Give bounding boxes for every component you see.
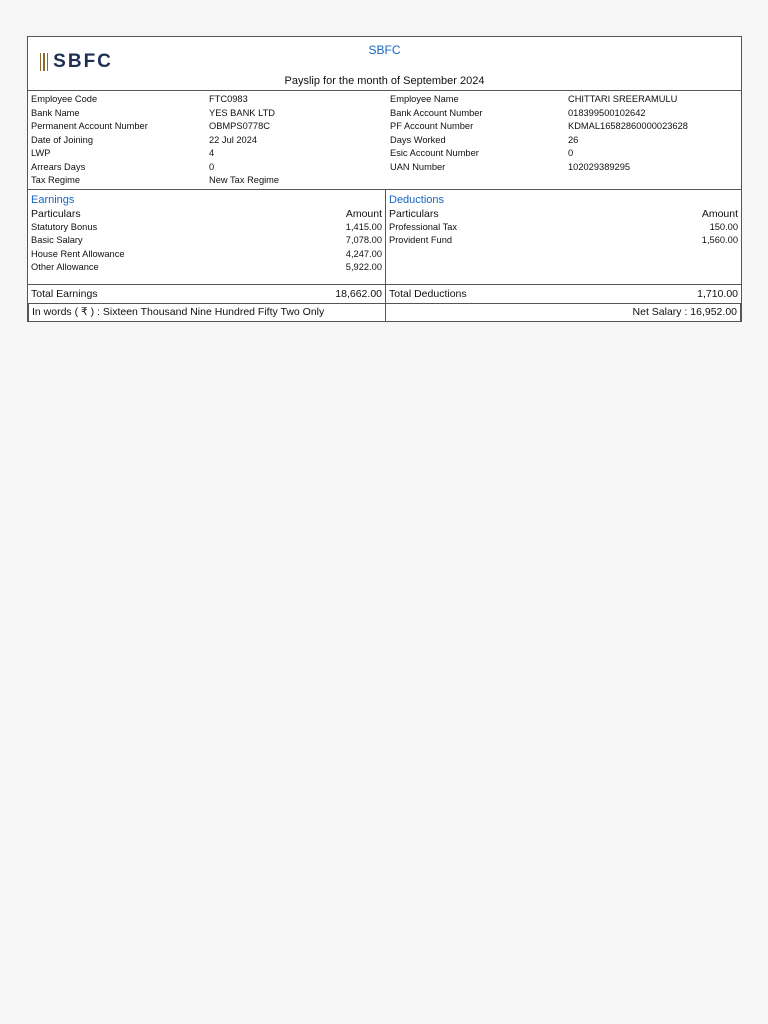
earning-amount: 5,922.00 [345, 262, 382, 272]
info-label: Employee Code [31, 94, 98, 104]
info-value: 0 [568, 148, 574, 158]
info-label: UAN Number [390, 161, 446, 172]
info-label: PF Account Number [390, 121, 474, 131]
earning-name: House Rent Allowance [31, 248, 125, 259]
info-label: Employee Name [390, 94, 459, 104]
total-deductions [386, 285, 741, 303]
earning-row [28, 234, 385, 248]
amount-header: Amount [701, 207, 738, 220]
deduction-name: Provident Fund [389, 235, 453, 245]
info-row [28, 134, 741, 148]
deduction-name: Professional Tax [389, 221, 458, 232]
info-value: CHITTARI SREERAMULU [568, 94, 678, 104]
info-label: Arrears Days [31, 161, 86, 172]
info-value: 102029389295 [568, 161, 631, 172]
info-row [28, 107, 741, 121]
info-row [28, 147, 741, 161]
info-label: Bank Name [31, 107, 80, 118]
earnings-title: Earnings [31, 193, 75, 206]
earning-name: Other Allowance [31, 262, 99, 272]
earning-amount: 1,415.00 [345, 221, 382, 232]
company-name: SBFC [368, 43, 401, 57]
amount-in-words: In words ( ₹ ) : Sixteen Thousand Nine Hundred Fifty Two Only [28, 304, 386, 321]
earnings-header [28, 207, 385, 221]
payslip [27, 36, 742, 322]
logo-text: SBFC [53, 51, 113, 72]
info-value: FTC0983 [209, 94, 248, 104]
info-row [28, 161, 741, 175]
info-value [568, 174, 741, 188]
info-value: 018399500102642 [568, 107, 646, 118]
earnings-deductions [28, 190, 741, 285]
particulars-header: Particulars [389, 207, 439, 220]
earning-row [28, 261, 385, 275]
earning-name: Basic Salary [31, 235, 83, 245]
info-value: YES BANK LTD [209, 107, 275, 118]
info-label: Permanent Account Number [31, 121, 148, 131]
info-label: Date of Joining [31, 134, 94, 145]
info-label: LWP [31, 148, 51, 158]
deductions-header [386, 207, 741, 221]
earnings-section [28, 190, 386, 284]
total-earnings-label: Total Earnings [31, 287, 98, 300]
deduction-amount: 150.00 [709, 221, 738, 232]
info-row [28, 174, 741, 188]
info-value: New Tax Regime [209, 175, 280, 185]
employee-info [28, 91, 741, 190]
earning-row [28, 221, 385, 235]
payslip-title: Payslip for the month of September 2024 [284, 75, 485, 87]
payslip-header [28, 37, 741, 91]
summary-row [28, 304, 741, 321]
earning-amount: 7,078.00 [345, 235, 382, 245]
total-deductions-value: 1,710.00 [697, 287, 738, 300]
deduction-amount: 1,560.00 [701, 235, 738, 245]
info-value: OBMPS0778C [209, 121, 270, 131]
deduction-row [386, 234, 741, 248]
info-label: Esic Account Number [390, 148, 479, 158]
info-value: 26 [568, 134, 579, 145]
amount-header: Amount [345, 207, 382, 220]
info-value: KDMAL16582860000023628 [568, 121, 688, 131]
info-label: Days Worked [390, 134, 446, 145]
earning-amount: 4,247.00 [345, 248, 382, 259]
info-label: Tax Regime [31, 175, 81, 185]
earning-row [28, 248, 385, 262]
totals-row [28, 285, 741, 304]
info-row [28, 93, 741, 107]
particulars-header: Particulars [31, 207, 81, 220]
total-earnings-value: 18,662.00 [335, 287, 382, 300]
deductions-section [386, 190, 741, 284]
deduction-row [386, 221, 741, 235]
total-earnings [28, 285, 386, 303]
info-value: 0 [209, 161, 215, 172]
deductions-title: Deductions [389, 193, 445, 206]
net-salary: Net Salary : 16,952.00 [386, 304, 741, 321]
info-label [387, 174, 568, 188]
info-row [28, 120, 741, 134]
info-label: Bank Account Number [390, 107, 483, 118]
earning-name: Statutory Bonus [31, 221, 98, 232]
info-value: 22 Jul 2024 [209, 134, 258, 145]
info-value: 4 [209, 148, 215, 158]
total-deductions-label: Total Deductions [389, 287, 467, 300]
